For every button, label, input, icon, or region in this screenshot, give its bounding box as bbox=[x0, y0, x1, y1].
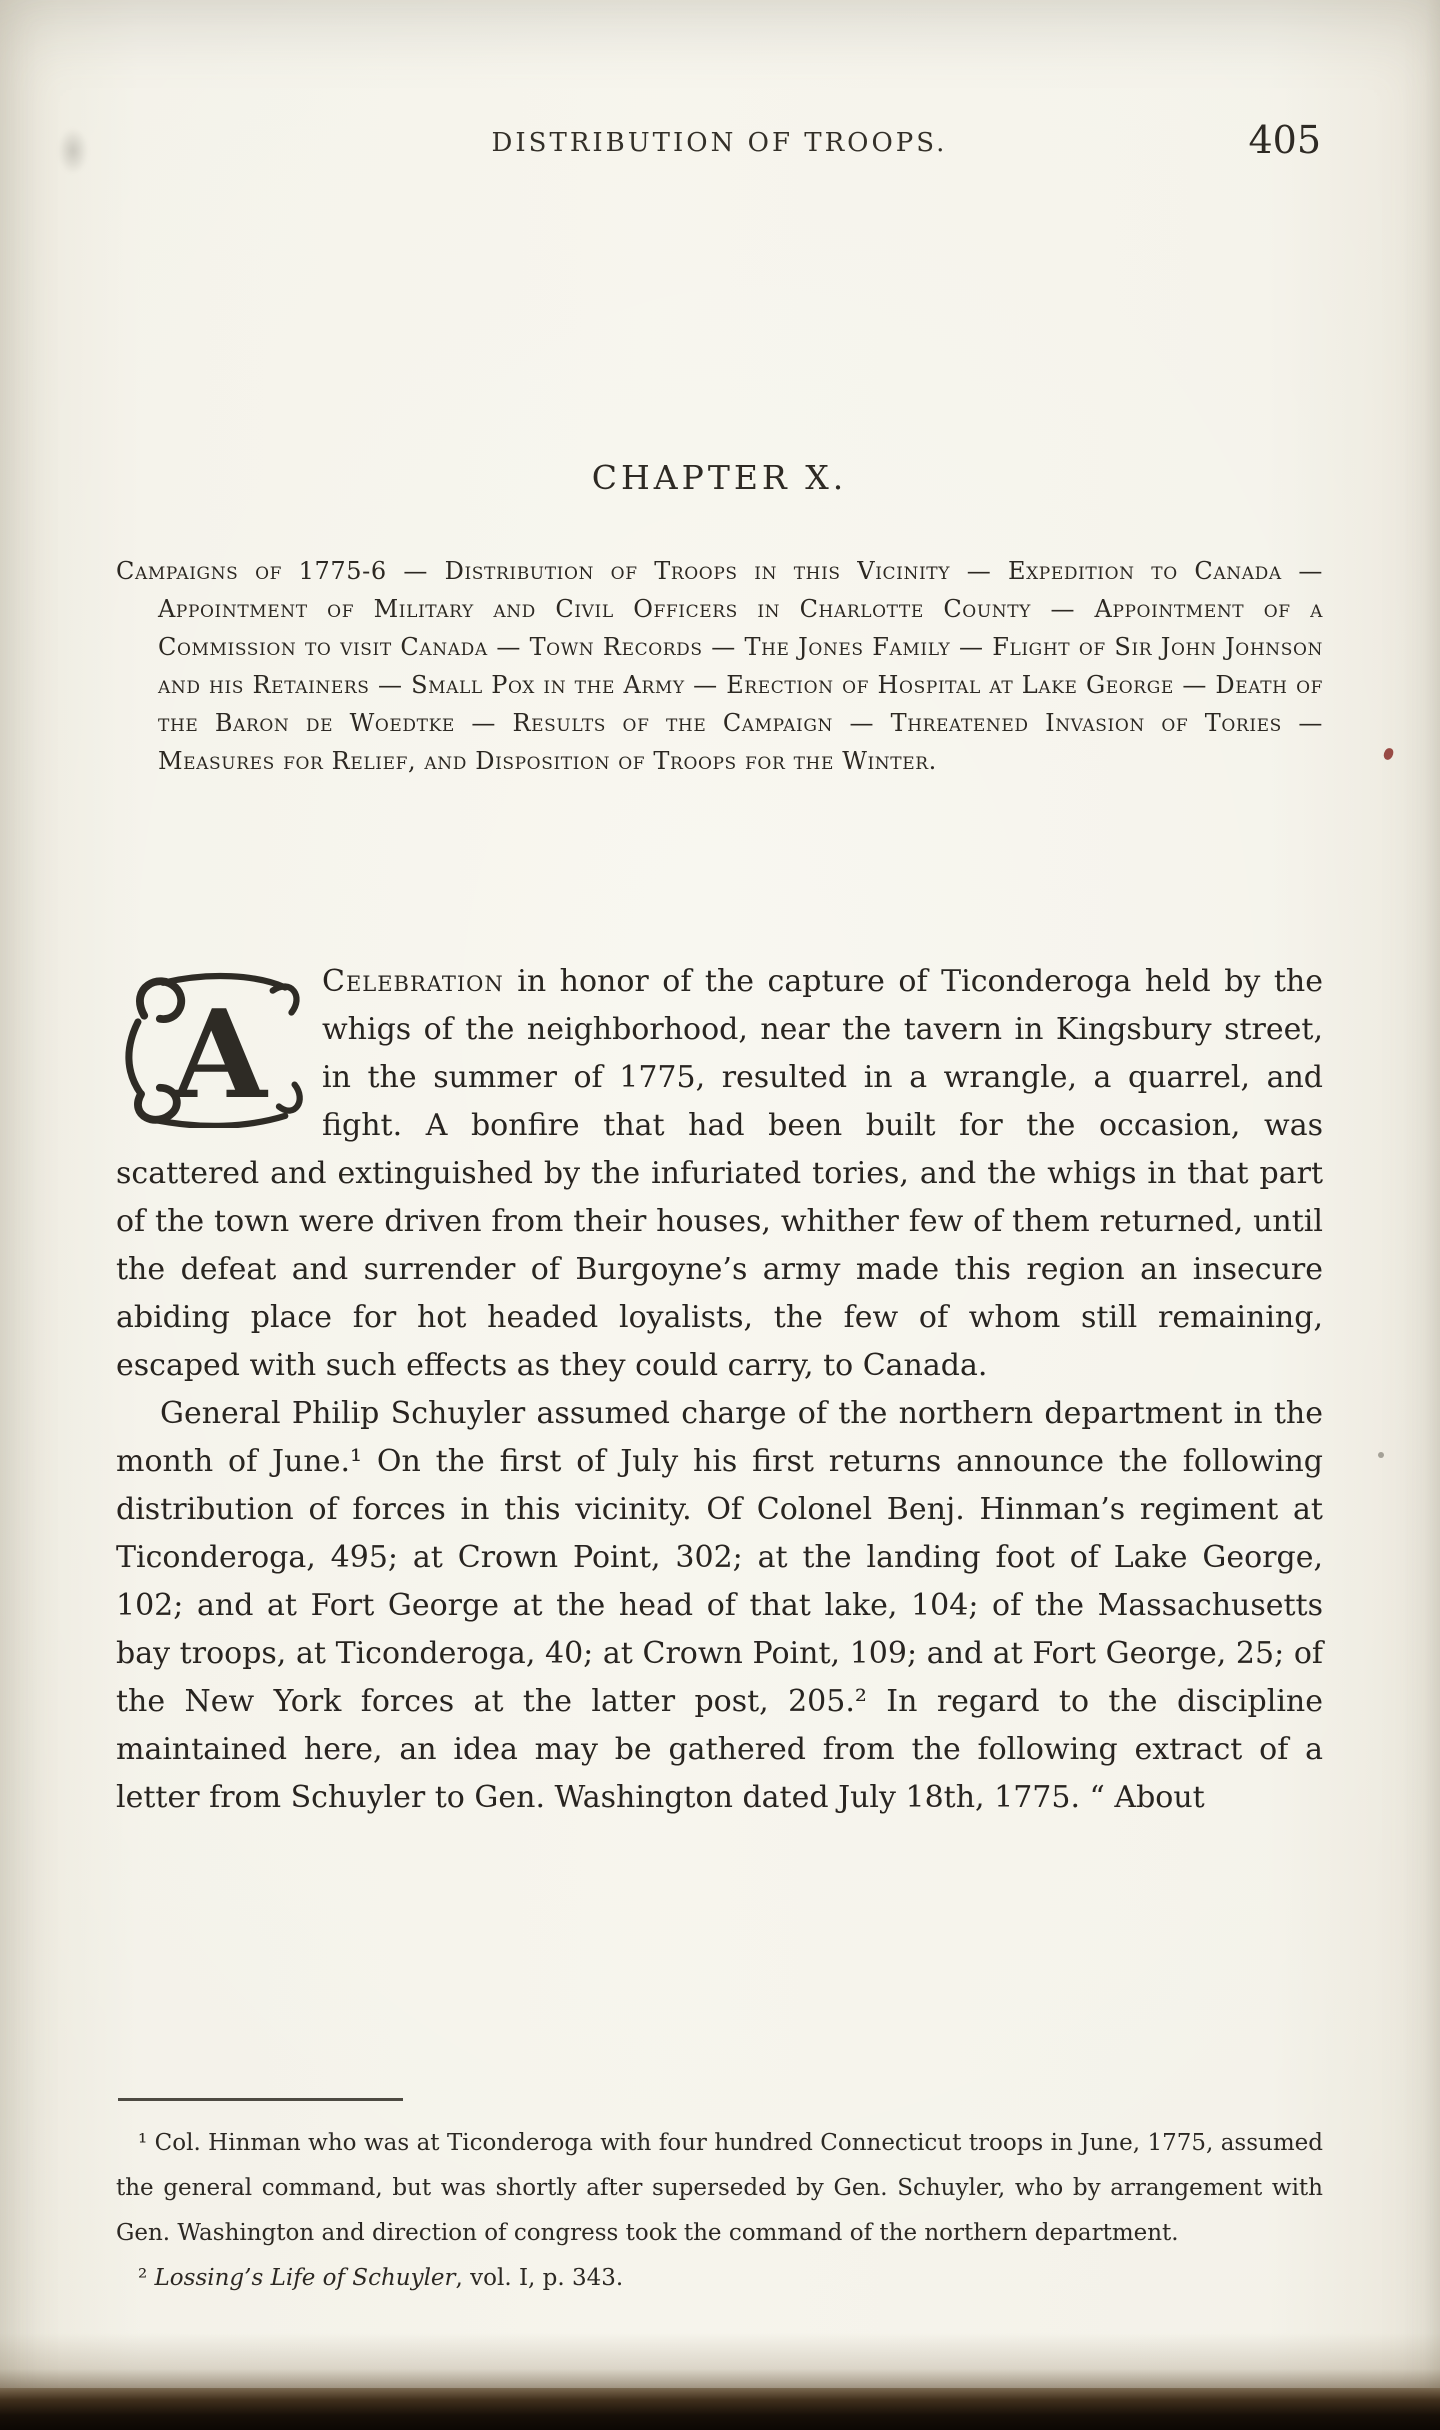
chapter-summary: Campaigns of 1775-6 — Distribution of Troops in this Vicinity — Expedition to Canada — Appointment of Military and Civil Officers in Charlotte County — Appointment of a Commission to visit Canada — Town Records — The Jones Family — Flight of Sir John Johnson and his Retainers — Small Pox in the Army — Erection of Hospital at Lake George — Death of the Baron de Woedtke — Results of the Campaign — Threatened Invasion of Tories — Measures for Relief, and Disposition of Troops for the Winter. bbox=[116, 557, 1323, 775]
footnote-2 bbox=[116, 2256, 1323, 2301]
dust-speck bbox=[1378, 1452, 1384, 1458]
red-fleck bbox=[1383, 747, 1395, 761]
page-header bbox=[116, 118, 1323, 174]
footnote-2-title: Lossing’s Life of Schuyler bbox=[154, 2265, 456, 2291]
paragraph-1-text: in honor of the capture of Ticonderoga held by the whigs of the neighborhood, near the tavern in Kingsbury street, in the summer of 1775, resulted in a wrangle, a quarrel, and fight. A bonfire that had been built for the occasion, was scattered and extinguished by the infuriated tories, and the whigs in that part of the town were driven from their houses, whither few of them returned, until the defeat and surrender of Burgoyne’s army made this region an insecure abiding place for hot headed loyalists, the few of whom still remaining, escaped with such effects as they could carry, to Canada. bbox=[116, 964, 1323, 1383]
body-text bbox=[116, 958, 1323, 1822]
page-bottom-shading bbox=[0, 2333, 1440, 2388]
running-title: DISTRIBUTION OF TROOPS. bbox=[491, 128, 948, 158]
scan-smudge bbox=[58, 128, 88, 174]
paragraph-1 bbox=[116, 958, 1323, 1390]
opening-word: Celebration bbox=[322, 964, 504, 999]
initial-letter: A bbox=[171, 982, 267, 1127]
footnote-separator bbox=[118, 2098, 403, 2101]
footnote-2-rest: , vol. I, p. 343. bbox=[455, 2265, 624, 2291]
ornate-initial-svg bbox=[116, 966, 304, 1128]
footnotes-section bbox=[116, 2098, 1323, 2301]
page-number: 405 bbox=[1248, 118, 1321, 162]
footnote-1: ¹ Col. Hinman who was at Ticonderoga with four hundred Connecticut troops in June, 1775, assumed the general command, but was shortly after superseded by Gen. Schuyler, who by arrangement with Gen. Washington and direction of congress took the command of the northern department. bbox=[116, 2130, 1323, 2246]
book-edge bbox=[0, 2388, 1440, 2430]
paragraph-2: General Philip Schuyler assumed charge of the northern department in the month of June.¹ On the first of July his first returns announce the following distribution of forces in this vicinity. Of Colonel Benj. Hinman’s regiment at Ticonderoga, 495; at Crown Point, 302; at the landing foot of Lake George, 102; and at Fort George at the head of that lake, 104; of the Massachusetts bay troops, at Ticonderoga, 40; at Crown Point, 109; and at Fort George, 25; of the New York forces at the latter post, 205.² In regard to the discipline maintained here, an idea may be gathered from the following extract of a letter from Schuyler to Gen. Washington dated July 18th, 1775. “ About bbox=[116, 1396, 1323, 1815]
ornate-initial-icon bbox=[116, 966, 304, 1128]
footnote-2-marker: ² bbox=[138, 2265, 155, 2291]
chapter-heading: CHAPTER X. bbox=[591, 458, 848, 497]
